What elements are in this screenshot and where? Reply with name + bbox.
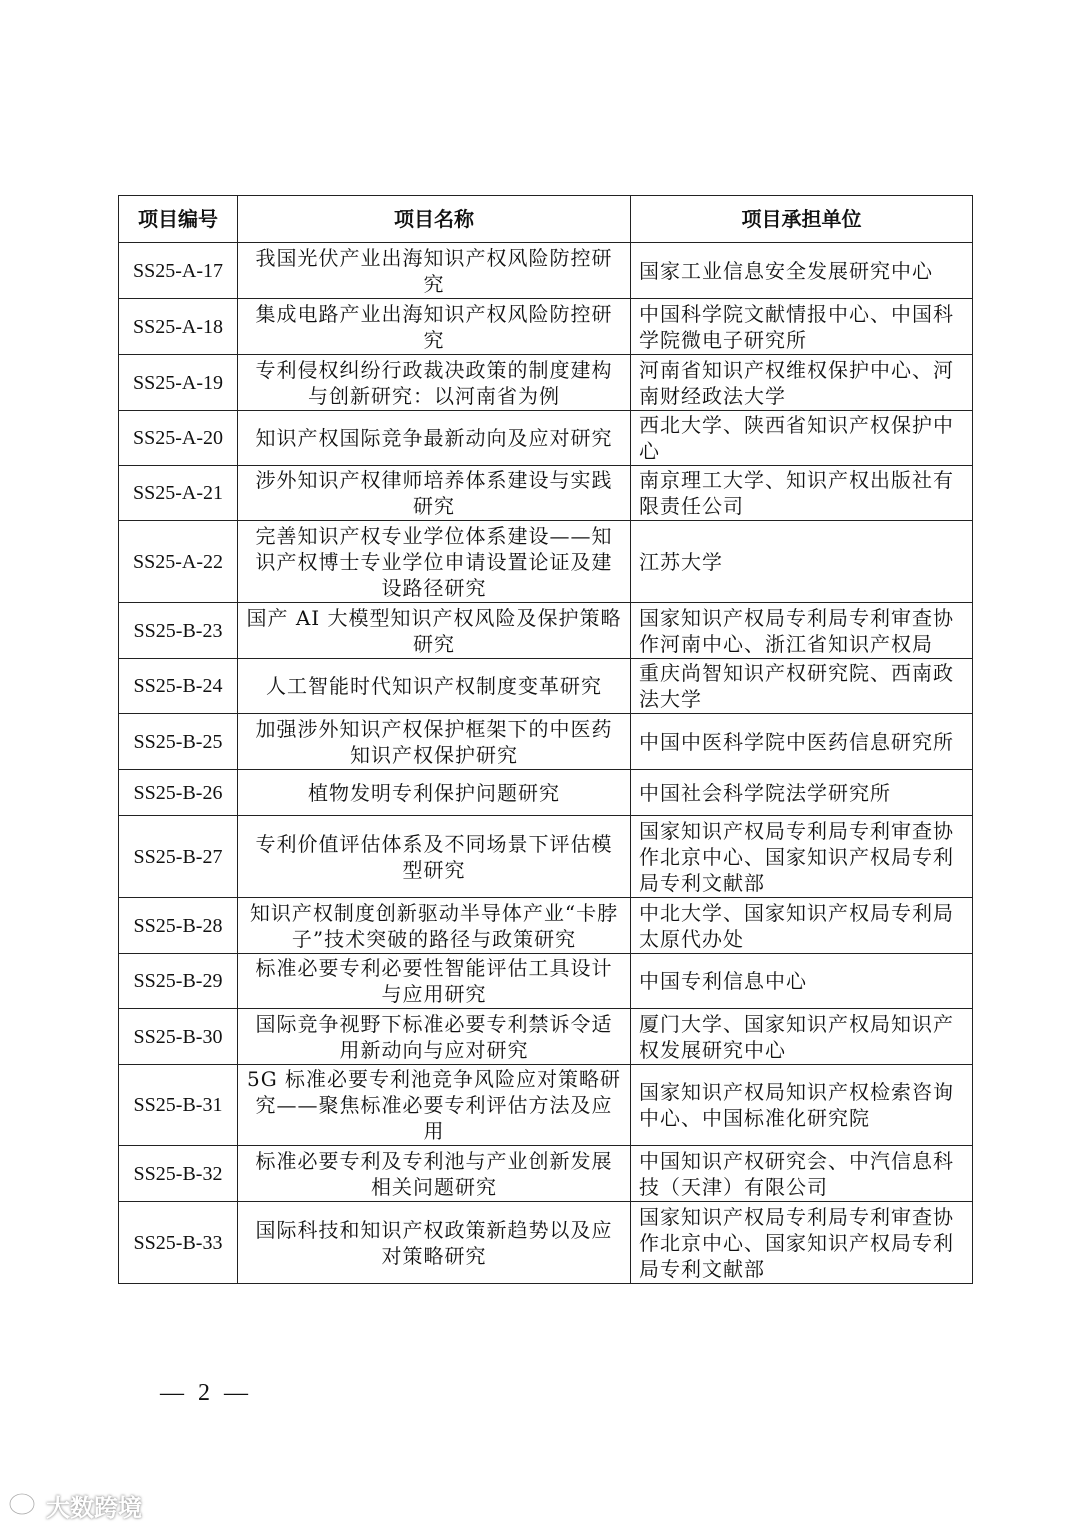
project-id-cell: SS25-A-22 [119,521,238,603]
table-row [119,770,973,816]
watermark [8,1488,142,1523]
table-row [119,466,973,521]
page-number: — 2 — [160,1380,252,1406]
table-row [119,603,973,659]
project-unit-cell: 西北大学、陕西省知识产权保护中心 [631,411,973,466]
table-row [119,659,973,714]
project-name-cell: 人工智能时代知识产权制度变革研究 [238,659,631,714]
project-unit-cell: 中国知识产权研究会、中汽信息科技（天津）有限公司 [631,1146,973,1202]
table-row [119,1009,973,1065]
project-id-cell: SS25-B-23 [119,603,238,659]
project-unit-cell: 江苏大学 [631,521,973,603]
project-unit-cell: 国家知识产权局专利局专利审查协作北京中心、国家知识产权局专利局专利文献部 [631,1202,973,1284]
table-row [119,1146,973,1202]
project-name-cell: 加强涉外知识产权保护框架下的中医药知识产权保护研究 [238,714,631,770]
project-id-cell: SS25-A-20 [119,411,238,466]
project-unit-cell: 国家知识产权局专利局专利审查协作河南中心、浙江省知识产权局 [631,603,973,659]
project-id-cell: SS25-B-31 [119,1065,238,1146]
project-name-cell: 涉外知识产权律师培养体系建设与实践研究 [238,466,631,521]
project-table [118,195,973,1284]
project-unit-cell: 中国科学院文献情报中心、中国科学院微电子研究所 [631,299,973,355]
project-id-cell: SS25-A-21 [119,466,238,521]
project-name-cell: 我国光伏产业出海知识产权风险防控研究 [238,243,631,299]
project-unit-cell: 重庆尚智知识产权研究院、西南政法大学 [631,659,973,714]
project-name-cell: 国际竞争视野下标准必要专利禁诉令适用新动向与应对研究 [238,1009,631,1065]
project-name-cell: 知识产权国际竞争最新动向及应对研究 [238,411,631,466]
project-id-cell: SS25-B-32 [119,1146,238,1202]
table-row [119,1065,973,1146]
project-unit-cell: 中国专利信息中心 [631,954,973,1009]
table-row [119,521,973,603]
project-name-cell: 专利侵权纠纷行政裁决政策的制度建构与创新研究：以河南省为例 [238,355,631,411]
table-row [119,954,973,1009]
project-name-cell: 植物发明专利保护问题研究 [238,770,631,816]
project-id-cell: SS25-B-33 [119,1202,238,1284]
project-name-cell: 集成电路产业出海知识产权风险防控研究 [238,299,631,355]
project-id-cell: SS25-B-26 [119,770,238,816]
project-unit-cell: 南京理工大学、知识产权出版社有限责任公司 [631,466,973,521]
project-unit-cell: 国家知识产权局知识产权检索咨询中心、中国标准化研究院 [631,1065,973,1146]
project-id-cell: SS25-A-18 [119,299,238,355]
project-unit-cell: 国家知识产权局专利局专利审查协作北京中心、国家知识产权局专利局专利文献部 [631,816,973,898]
project-id-cell: SS25-B-24 [119,659,238,714]
table-row [119,411,973,466]
header-project-unit: 项目承担单位 [631,196,973,243]
project-id-cell: SS25-B-29 [119,954,238,1009]
project-id-cell: SS25-B-28 [119,898,238,954]
project-name-cell: 知识产权制度创新驱动半导体产业“卡脖子”技术突破的路径与政策研究 [238,898,631,954]
project-name-cell: 标准必要专利必要性智能评估工具设计与应用研究 [238,954,631,1009]
table-row [119,355,973,411]
project-id-cell: SS25-A-19 [119,355,238,411]
project-name-cell: 国际科技和知识产权政策新趋势以及应对策略研究 [238,1202,631,1284]
project-unit-cell: 国家工业信息安全发展研究中心 [631,243,973,299]
header-project-id: 项目编号 [119,196,238,243]
watermark-text: 大数跨境 [46,1494,142,1522]
table-header-row [119,196,973,243]
project-id-cell: SS25-A-17 [119,243,238,299]
project-name-cell: 标准必要专利及专利池与产业创新发展相关问题研究 [238,1146,631,1202]
project-id-cell: SS25-B-27 [119,816,238,898]
header-project-name: 项目名称 [238,196,631,243]
chat-bubble-logo-icon [8,1491,42,1521]
table-row [119,898,973,954]
table-row [119,1202,973,1284]
table-row [119,816,973,898]
table-row [119,714,973,770]
project-name-cell: 国产 AI 大模型知识产权风险及保护策略研究 [238,603,631,659]
project-unit-cell: 厦门大学、国家知识产权局知识产权发展研究中心 [631,1009,973,1065]
project-name-cell: 完善知识产权专业学位体系建设——知识产权博士专业学位申请设置论证及建设路径研究 [238,521,631,603]
project-unit-cell: 中国社会科学院法学研究所 [631,770,973,816]
project-unit-cell: 中北大学、国家知识产权局专利局太原代办处 [631,898,973,954]
project-name-cell: 专利价值评估体系及不同场景下评估模型研究 [238,816,631,898]
table-row [119,243,973,299]
project-name-cell: 5G 标准必要专利池竞争风险应对策略研究——聚焦标准必要专利评估方法及应用 [238,1065,631,1146]
project-id-cell: SS25-B-30 [119,1009,238,1065]
table-row [119,299,973,355]
project-unit-cell: 中国中医科学院中医药信息研究所 [631,714,973,770]
table-body [119,243,973,1284]
project-unit-cell: 河南省知识产权维权保护中心、河南财经政法大学 [631,355,973,411]
project-id-cell: SS25-B-25 [119,714,238,770]
